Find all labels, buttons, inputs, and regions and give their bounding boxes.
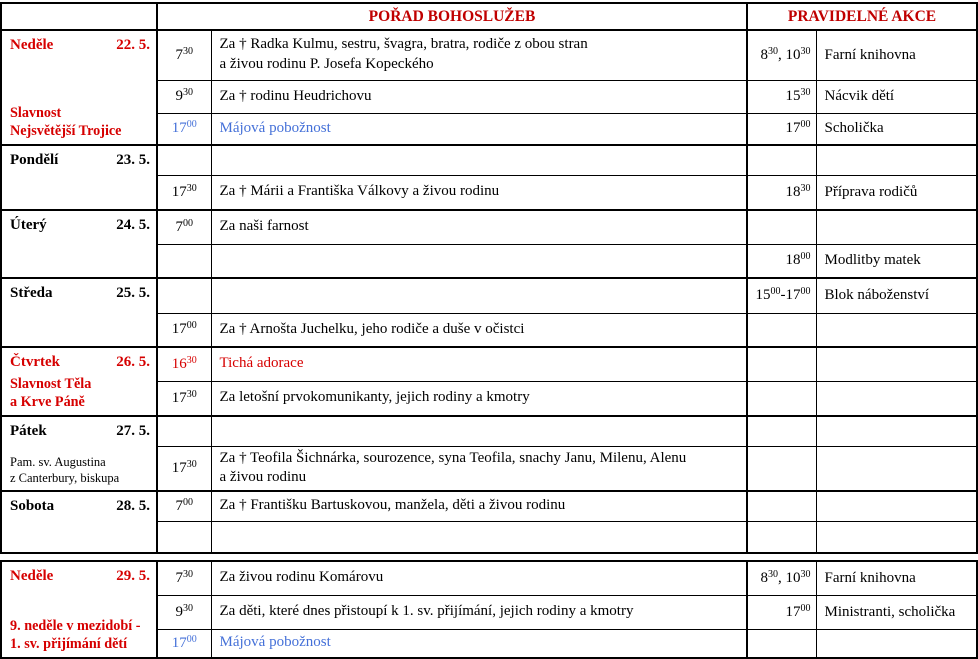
- day-subtitle: Slavnost Nejsvětější Trojice: [10, 104, 122, 139]
- event-time: $18^{00}$: [747, 244, 816, 278]
- table-row: [1, 491, 977, 521]
- day-date: 28. 5.: [116, 498, 150, 515]
- mass-description: Za letošní prvokomunikanty, jejich rodiny a kmotry: [211, 381, 747, 416]
- event-label: Blok náboženství: [816, 278, 977, 313]
- table-row: [1, 347, 977, 381]
- day-name: Pondělí: [10, 152, 59, 168]
- event-time: [747, 629, 816, 658]
- mass-description: Za † Františku Bartuskovou, manžela, děti a živou rodinu: [211, 491, 747, 521]
- mass-time: $17^{30}$: [157, 381, 211, 416]
- event-time: $15^{30}$: [747, 80, 816, 113]
- mass-time: [157, 278, 211, 313]
- event-label: Modlitby matek: [816, 244, 977, 278]
- mass-time: $17^{00}$: [157, 113, 211, 145]
- event-label: [816, 521, 977, 553]
- header-events-title: PRAVIDELNÉ AKCE: [747, 3, 977, 30]
- event-time: [747, 313, 816, 347]
- event-time: [747, 381, 816, 416]
- day-name: Neděle: [10, 568, 54, 585]
- event-label: [816, 446, 977, 491]
- day-line: [10, 497, 150, 516]
- day-subtitle: Slavnost Těla a Krve Páně: [10, 375, 92, 410]
- day-subtitle: 9. neděle v mezidobí - 1. sv. přijímání dětí: [10, 617, 141, 652]
- day-date: 27. 5.: [116, 423, 150, 439]
- table-row: [1, 561, 977, 595]
- day-cell-saturday-28: [1, 491, 157, 553]
- mass-description: Za † Radka Kulmu, sestru, švagra, bratra, rodiče z obou stran a živou rodinu P. Josefa Kopeckého: [211, 30, 747, 80]
- day-name: Neděle: [10, 37, 54, 53]
- header-mass-title: POŘAD BOHOSLUŽEB: [157, 3, 747, 30]
- mass-time: $7^{00}$: [157, 210, 211, 244]
- day-line: [10, 353, 150, 372]
- mass-description: Májová pobožnost: [211, 629, 747, 658]
- day-line: [10, 567, 150, 586]
- mass-time: [157, 416, 211, 446]
- mass-time: $16^{30}$: [157, 347, 211, 381]
- event-time: [747, 210, 816, 244]
- event-label: [816, 629, 977, 658]
- table-row: [1, 416, 977, 446]
- table-row: [1, 145, 977, 175]
- mass-time: $17^{30}$: [157, 175, 211, 210]
- day-name: Úterý: [10, 217, 47, 233]
- mass-description: [211, 244, 747, 278]
- day-cell-sunday-29: [1, 561, 157, 658]
- event-label: [816, 381, 977, 416]
- day-date: 23. 5.: [116, 152, 150, 168]
- mass-description: Tichá adorace: [211, 347, 747, 381]
- event-time: [747, 416, 816, 446]
- event-time: [747, 347, 816, 381]
- schedule-table-week2: [0, 560, 978, 659]
- day-cell-friday-27: [1, 416, 157, 491]
- event-time: $17^{00}$: [747, 595, 816, 629]
- mass-description: Za † Márii a Františka Válkovy a živou rodinu: [211, 175, 747, 210]
- mass-description: [211, 416, 747, 446]
- event-time: $15^{00}-17^{00}$: [747, 278, 816, 313]
- header-empty-cell: [1, 3, 157, 30]
- day-date: 22. 5.: [116, 37, 150, 53]
- event-label: Scholička: [816, 113, 977, 145]
- event-label: Ministranti, scholička: [816, 595, 977, 629]
- table-row: [1, 278, 977, 313]
- mass-description: Májová pobožnost: [211, 113, 747, 145]
- day-name: Čtvrtek: [10, 354, 60, 370]
- mass-description: Za † Arnošta Juchelku, jeho rodiče a duše v očistci: [211, 313, 747, 347]
- event-label: Příprava rodičů: [816, 175, 977, 210]
- day-line: [10, 216, 150, 235]
- day-cell-tuesday-24: [1, 210, 157, 278]
- day-cell-wednesday-25: [1, 278, 157, 347]
- day-line: [10, 36, 150, 55]
- event-time: [747, 145, 816, 175]
- event-time: $8^{30}$, $10^{30}$: [747, 30, 816, 80]
- mass-time: [157, 521, 211, 553]
- mass-description: Za živou rodinu Komárovu: [211, 561, 747, 595]
- day-line: [10, 422, 150, 441]
- mass-time: [157, 244, 211, 278]
- event-time: $18^{30}$: [747, 175, 816, 210]
- mass-time: $7^{30}$: [157, 30, 211, 80]
- day-date: 25. 5.: [116, 285, 150, 301]
- event-label: Farní knihovna: [816, 30, 977, 80]
- mass-time: $7^{00}$: [157, 491, 211, 521]
- mass-description: [211, 145, 747, 175]
- mass-description: [211, 521, 747, 553]
- mass-description: Za naši farnost: [211, 210, 747, 244]
- event-label: [816, 313, 977, 347]
- event-label: [816, 145, 977, 175]
- event-time: [747, 491, 816, 521]
- day-cell-sunday-22: [1, 30, 157, 145]
- event-label: [816, 210, 977, 244]
- event-time: [747, 446, 816, 491]
- mass-time: $17^{00}$: [157, 313, 211, 347]
- day-date: 26. 5.: [116, 354, 150, 370]
- mass-description: Za † Teofila Šichnárka, sourozence, syna Teofila, snachy Janu, Milenu, Alenu a živou rodinu: [211, 446, 747, 491]
- event-time: $17^{00}$: [747, 113, 816, 145]
- mass-time: $9^{30}$: [157, 595, 211, 629]
- table-row: [1, 210, 977, 244]
- event-label: [816, 416, 977, 446]
- event-label: Farní knihovna: [816, 561, 977, 595]
- schedule-table-week1: [0, 2, 978, 554]
- mass-time: [157, 145, 211, 175]
- table-row: [1, 30, 977, 80]
- mass-time: $9^{30}$: [157, 80, 211, 113]
- mass-description: [211, 278, 747, 313]
- day-name: Sobota: [10, 498, 55, 515]
- mass-time: $17^{00}$: [157, 629, 211, 658]
- day-name: Pátek: [10, 423, 47, 439]
- day-subtitle: Pam. sv. Augustina z Canterbury, biskupa: [10, 455, 120, 486]
- day-date: 29. 5.: [116, 568, 150, 585]
- event-label: Nácvik dětí: [816, 80, 977, 113]
- header-row: [1, 3, 977, 30]
- day-cell-thursday-26: [1, 347, 157, 416]
- day-name: Středa: [10, 285, 53, 301]
- day-line: [10, 284, 150, 303]
- mass-time: $17^{30}$: [157, 446, 211, 491]
- event-label: [816, 347, 977, 381]
- event-label: [816, 491, 977, 521]
- mass-description: Za † rodinu Heudrichovu: [211, 80, 747, 113]
- day-line: [10, 151, 150, 170]
- mass-time: $7^{30}$: [157, 561, 211, 595]
- event-time: $8^{30}$, $10^{30}$: [747, 561, 816, 595]
- event-time: [747, 521, 816, 553]
- mass-description: Za děti, které dnes přistoupí k 1. sv. přijímání, jejich rodiny a kmotry: [211, 595, 747, 629]
- day-date: 24. 5.: [116, 217, 150, 233]
- day-cell-monday-23: [1, 145, 157, 210]
